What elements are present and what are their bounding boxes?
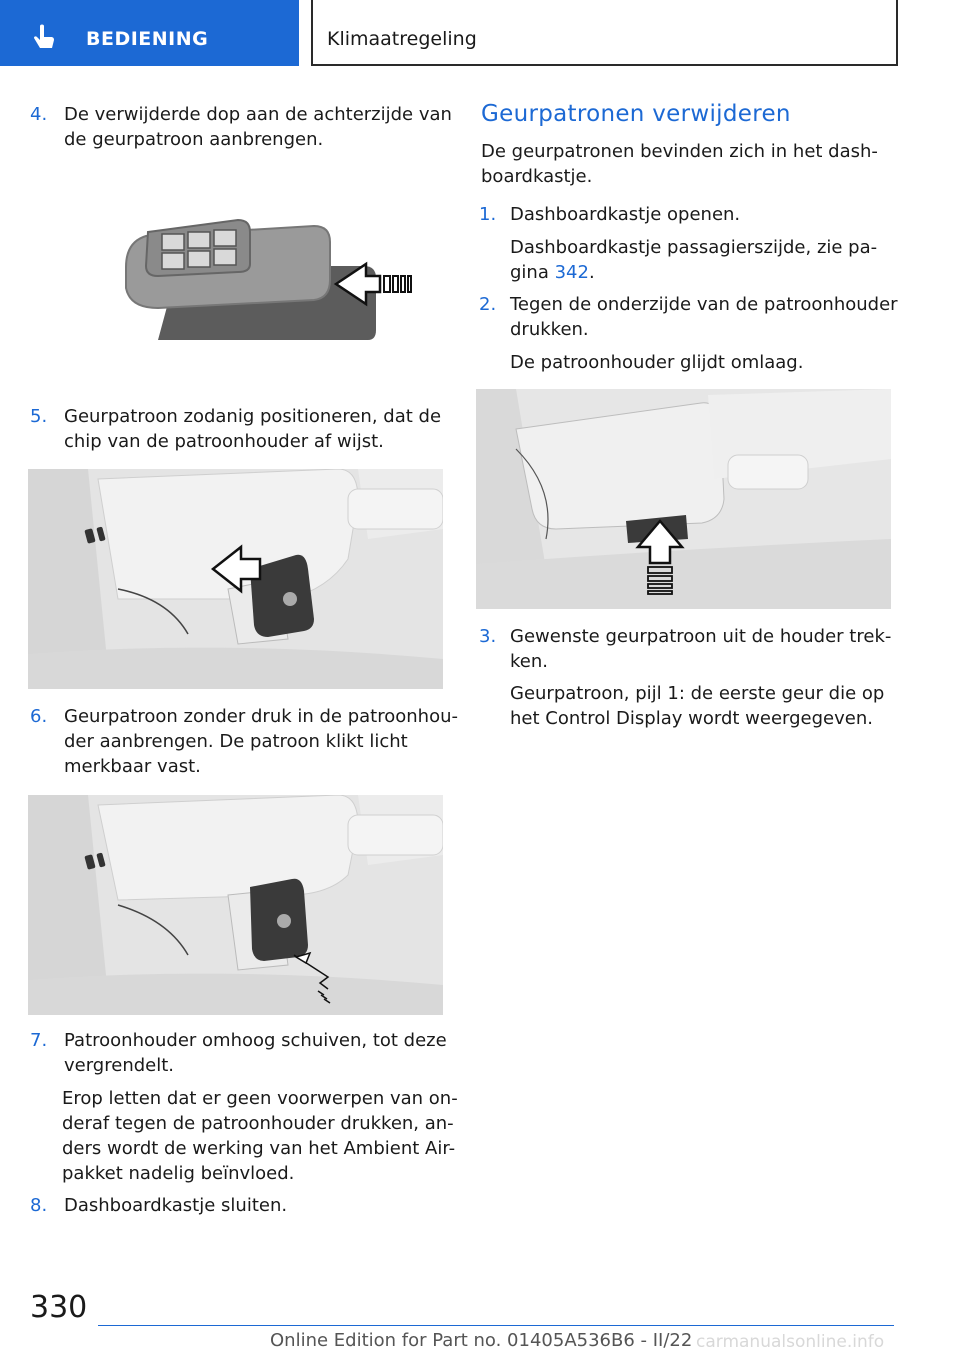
step-text-line: merkbaar vast.	[64, 756, 201, 777]
step-text-line: Dashboardkastje openen.	[510, 204, 741, 225]
step-number: 2.	[479, 294, 497, 315]
step-number: 7.	[30, 1030, 48, 1051]
step-7-note	[62, 1086, 458, 1186]
step-text-line: vergrendelt.	[64, 1055, 175, 1076]
page-reference-link[interactable]: 342	[554, 262, 589, 283]
page-number: 330	[30, 1290, 88, 1325]
note-line: pakket nadelig beïnvloed.	[62, 1163, 295, 1184]
note-line: Geurpatroon, pijl 1: de eerste geur die op	[510, 683, 885, 704]
note-line: deraf tegen de patroonhouder drukken, an‐	[62, 1113, 454, 1134]
header-chapter-box	[311, 0, 898, 66]
step-text-line: Gewenste geurpatroon uit de houder trek‐	[510, 626, 892, 647]
intro-paragraph	[481, 139, 878, 189]
note-line: gina	[510, 262, 555, 283]
step-2-note: De patroonhouder glijdt omlaag.	[510, 352, 804, 373]
note-line: het Control Display wordt weergegeven.	[510, 708, 873, 729]
step-text-line: ken.	[510, 651, 548, 672]
hand-pointer-icon	[28, 22, 60, 54]
holder-positioning-photo	[28, 469, 443, 689]
cartridge-remove-photo	[476, 389, 891, 609]
footer-divider	[98, 1325, 894, 1326]
step-number: 1.	[479, 204, 497, 225]
step-text-line: Geurpatroon zonder druk in de patroonhou‐	[64, 706, 459, 727]
step-text-line: Geurpatroon zodanig positioneren, dat de	[64, 406, 442, 427]
step-number: 8.	[30, 1195, 48, 1216]
intro-line: De geurpatronen bevinden zich in het dash‐	[481, 141, 878, 162]
step-text-line: drukken.	[510, 319, 589, 340]
header-chapter-label: Klimaatregeling	[327, 28, 477, 50]
step-number: 5.	[30, 406, 48, 427]
step-text-line: Dashboardkastje sluiten.	[64, 1195, 288, 1216]
step-number: 4.	[30, 104, 48, 125]
note-line: Erop letten dat er geen voorwerpen van on‐	[62, 1088, 458, 1109]
step-text-line: der aanbrengen. De patroon klikt licht	[64, 731, 408, 752]
section-title: Geurpatronen verwijderen	[481, 101, 791, 127]
header-section-tab	[0, 0, 299, 66]
note-line: ders wordt de werking van het Ambient Air-	[62, 1138, 456, 1159]
cartridge-insert-photo	[28, 795, 443, 1015]
step-text-line: Patroonhouder omhoog schuiven, tot deze	[64, 1030, 447, 1051]
note-line: Dashboardkastje passagierszijde, zie pa‐	[510, 237, 878, 258]
edition-label: Online Edition for Part no. 01405A536B6 - II/22	[270, 1330, 693, 1351]
step-text-line: de geurpatroon aanbrengen.	[64, 129, 324, 150]
step-number: 3.	[479, 626, 497, 647]
step-text-line: De verwijderde dop aan de achterzijde van	[64, 104, 452, 125]
step-text-line: chip van de patroonhouder af wijst.	[64, 431, 384, 452]
step-3-note	[510, 681, 884, 731]
step-1-note: Dashboardkastje passagierszijde, zie pa‐ gina 342.	[510, 237, 878, 283]
watermark: carmanualsonline.info	[696, 1332, 885, 1352]
cartridge-illustration	[118, 212, 418, 357]
step-text-line: Tegen de onderzijde van de patroonhouder	[510, 294, 898, 315]
header-section-label: BEDIENING	[86, 28, 209, 50]
intro-line: boardkastje.	[481, 166, 593, 187]
step-number: 6.	[30, 706, 48, 727]
